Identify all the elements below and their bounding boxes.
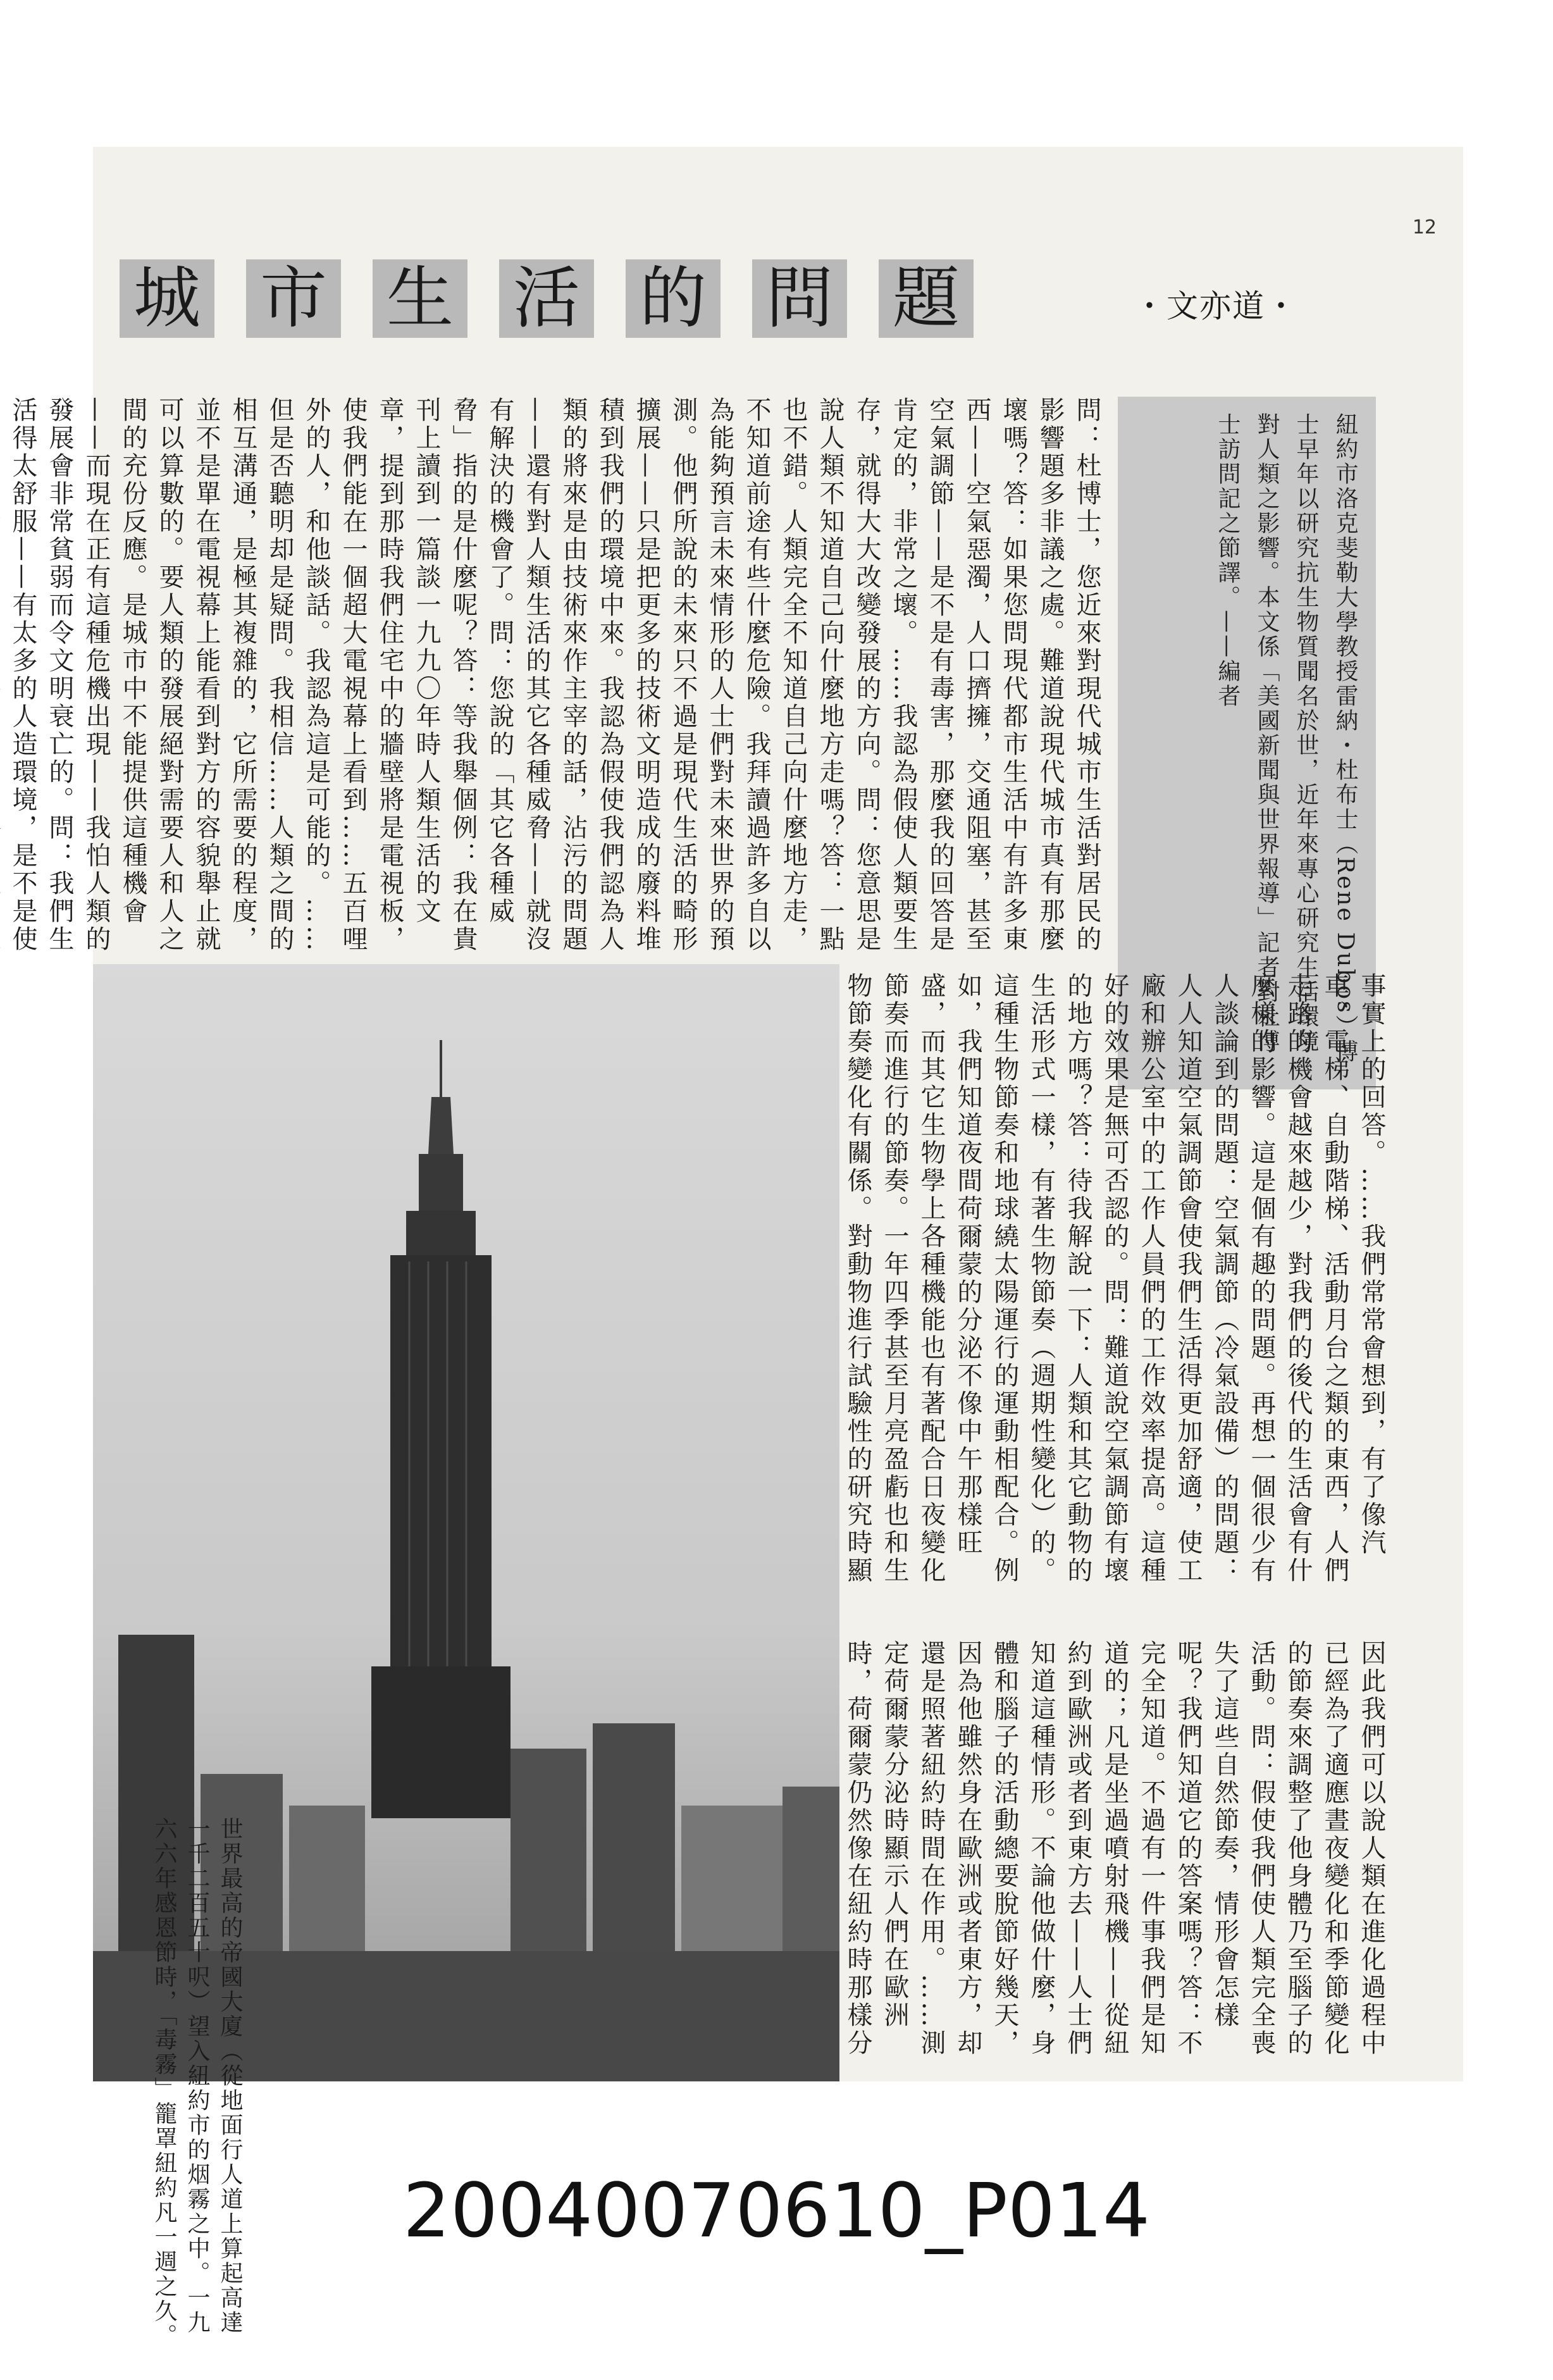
title-char: 活 <box>499 259 594 338</box>
article-title <box>120 259 1005 338</box>
title-char: 生 <box>373 259 467 338</box>
title-char: 城 <box>120 259 214 338</box>
article-column-middle: 事實上的回答。……我們常常會想到，有了像汽車、電梯、自動階梯、活動月台之類的東西，人們走路的機會越來越少，對我們的後代的生活會有什麼樣的影響。這是個有趣的問題。再想一個很少有人談論到的問題：空氣調節（冷氣設備）的問題：人人知道空氣調節會使我們生活得更加舒適，使工廠和辦公室中的工作人員們的工作效率提高。這種好的效果是無可否認的。問：難道說空氣調節有壞的地方嗎？答：待我解說一下：人類和其它動物的生活形式一樣，有著生物節奏（週期性變化）的。這種生物節奏和地球繞太陽運行的運動相配合。例如，我們知道夜間荷爾蒙的分泌不像中午那樣旺盛，而其它生物學上各種機能也有著配合日夜變化節奏而進行的節奏。一年四季甚至月亮盈虧也和生物節奏變化有關係。對動物進行試驗性的研究時顯 <box>843 972 1386 1585</box>
article-column-left: 因此我們可以說人類在進化過程中已經為了適應晝夜變化和季節變化的節奏來調整了他身體乃至腦子的活動。問：假使我們使人類完全喪失了這些自然節奏，情形會怎樣呢？我們知道它的答案嗎？答：不完全知道。不過有一件事我們是知道的；凡是坐過噴射飛機——從紐約到歐洲或者到東方去——人士們知道這種情形。不論他做什麼，身體和腦子的活動總要脫節好幾天，因為他雖然身在歐洲或者東方，却還是照著紐約時間在作用。……測定荷爾蒙分泌時顯示人們在歐洲時，荷爾蒙仍然像在紐約時那樣分 <box>843 1640 1386 2057</box>
editor-note: 紐約市洛克斐勒大學教授雷納・杜布士（Rene Dubos）博士早年以研究抗生物質聞名於世，近年來專心研究生活環境對人類之影響。本文係「美國新聞與世界報導」記者對杜博士訪問記之節譯。——編者 <box>1215 412 1358 1064</box>
page-number: 12 <box>1412 216 1437 239</box>
title-char: 的 <box>626 259 721 338</box>
photo-caption: 世界最高的帝國大廈（從地面行人道上算起高達一千二百五十呎）望入紐約市的烟霧之中。一九六六年感恩節時，「毒霧」籠罩紐約凡一週之久。 <box>151 1817 243 2348</box>
archive-code: 20040070610_P014 <box>402 2167 1151 2254</box>
article-column-right: 問：杜博士，您近來對現代城市生活對居民的影響題多非議之處。難道說現代城市真有那麼壞嗎？答：如果您問現代都市生活中有許多東西——空氣惡濁，人口擠擁，交通阻塞，甚至空氣調節——是不是有毒害，那麼我的回答是肯定的，非常之壞。……我認為假使人類要生存，就得大大改變發展的方向。問：您意思是說人類不知道自己向什麼地方走嗎？答：一點也不錯。人類完全不知道自己向什麼地方走，不知道前途有些什麼危險。我拜讀過許多自以為能夠預言未來情形的人士們對未來世界的預測。他們所說的未來只不過是現代生活的畸形擴展——只是把更多的技術文明造成的廢料堆積到我們的環境中來。我認為假使我們認為人類的將來是由技術來作主宰的話，沾污的問題——還有對人類生活的其它各種威脅——就沒有解決的機會了。問：您說的「其它各種威脅」指的是什麼呢？答：等我舉個例：我在貴刊上讀到一篇談一九九〇年時人類生活的文章，提到那時我們住宅中的牆壁將是電視板，使我們能在一個超大電視幕上看到……五百哩外的人，和他談話。我認為這是可能的。……但是否聽明却是疑問。我相信……人類之間的相互溝通，是極其複雜的，它所需要的程度，並不是單在電視幕上能看到對方的容貌舉止就可以算數的。要人類的發展絕對需要人和人之間的充份反應。是城市中不能提供這種機會——而現在正有這種危機出現——我怕人類的發展會非常貧弱而令文明衰亡的。問：我們生活得太舒服——有太多的人造環境，是不是使 <box>8 397 1101 953</box>
title-char: 題 <box>879 259 974 338</box>
author-byline: ・文亦道・ <box>1134 288 1298 325</box>
title-char: 市 <box>246 259 341 338</box>
title-char: 問 <box>752 259 847 338</box>
